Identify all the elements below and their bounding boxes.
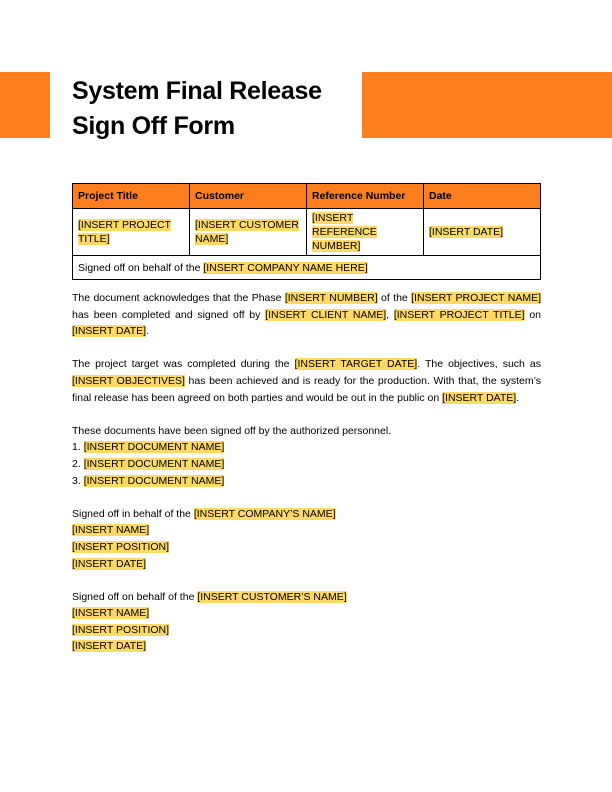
placeholder-date[interactable]: [INSERT DATE] bbox=[72, 640, 147, 653]
placeholder-customer-name[interactable]: [INSERT CUSTOMER NAME] bbox=[195, 219, 299, 245]
header-project-title: Project Title bbox=[73, 184, 190, 209]
list-number: 3. bbox=[72, 474, 81, 487]
header-customer: Customer bbox=[190, 184, 307, 209]
paragraph-acknowledgement bbox=[72, 290, 541, 340]
company-signoff-position bbox=[72, 539, 541, 556]
company-signoff-name bbox=[72, 522, 541, 539]
placeholder-project-name[interactable]: [INSERT PROJECT NAME] bbox=[411, 292, 541, 304]
list-item bbox=[72, 473, 541, 490]
list-item bbox=[72, 439, 541, 456]
text: . bbox=[516, 391, 520, 404]
cell-date bbox=[424, 209, 541, 256]
placeholder-client-name[interactable]: [INSERT CLIENT NAME] bbox=[265, 308, 387, 321]
text: on bbox=[524, 308, 541, 321]
table-row bbox=[73, 209, 541, 256]
page-title bbox=[72, 74, 322, 144]
header-reference-number: Reference Number bbox=[307, 184, 424, 209]
customer-signoff-date bbox=[72, 638, 541, 655]
text: has been completed and signed off by bbox=[72, 308, 266, 321]
placeholder-document-name[interactable]: [INSERT DOCUMENT NAME] bbox=[83, 457, 225, 470]
cell-customer bbox=[190, 209, 307, 256]
cell-project-title bbox=[73, 209, 190, 256]
list-item bbox=[72, 456, 541, 473]
document-body bbox=[72, 290, 541, 655]
text: . The objectives, such as bbox=[417, 358, 541, 371]
placeholder-project-title[interactable]: [INSERT PROJECT TITLE] bbox=[78, 219, 171, 245]
placeholder-date[interactable]: [INSERT DATE] bbox=[429, 226, 504, 238]
paragraph-project-target bbox=[72, 356, 541, 406]
placeholder-document-name[interactable]: [INSERT DOCUMENT NAME] bbox=[83, 441, 225, 454]
project-info-table bbox=[72, 183, 541, 280]
text: Signed off on behalf of the bbox=[72, 590, 198, 603]
spacer bbox=[72, 572, 541, 589]
title-line-2: Sign Off Form bbox=[72, 112, 235, 140]
spacer bbox=[72, 489, 541, 506]
placeholder-document-name[interactable]: [INSERT DOCUMENT NAME] bbox=[83, 474, 225, 487]
text: , bbox=[386, 308, 394, 321]
list-number: 2. bbox=[72, 457, 81, 470]
placeholder-objectives[interactable]: [INSERT OBJECTIVES] bbox=[72, 374, 185, 387]
decorative-bar-left bbox=[0, 72, 50, 138]
placeholder-company-name[interactable]: [INSERT COMPANY NAME HERE] bbox=[203, 261, 368, 274]
table-header-row bbox=[73, 184, 541, 209]
placeholder-phase-number[interactable]: [INSERT NUMBER] bbox=[284, 292, 378, 304]
placeholder-target-date[interactable]: [INSERT TARGET DATE] bbox=[294, 358, 418, 371]
text: has been achieved and is ready for the production. With that, the system’s final release has been agreed on both parties and would be out in the public on bbox=[72, 374, 541, 404]
placeholder-project-title[interactable]: [INSERT PROJECT TITLE] bbox=[393, 308, 525, 321]
placeholder-date[interactable]: [INSERT DATE] bbox=[72, 557, 147, 570]
table-footer-row bbox=[73, 256, 541, 280]
company-signoff-date bbox=[72, 556, 541, 573]
placeholder-date[interactable]: [INSERT DATE] bbox=[72, 325, 147, 338]
placeholder-position[interactable]: [INSERT POSITION] bbox=[72, 540, 170, 553]
customer-signoff-name bbox=[72, 605, 541, 622]
text: Signed off in behalf of the bbox=[72, 507, 194, 520]
documents-intro: These documents have been signed off by the authorized personnel. bbox=[72, 424, 392, 437]
placeholder-name[interactable]: [INSERT NAME] bbox=[72, 607, 150, 620]
placeholder-customer-name[interactable]: [INSERT CUSTOMER’S NAME] bbox=[197, 590, 347, 603]
placeholder-name[interactable]: [INSERT NAME] bbox=[72, 524, 150, 537]
customer-signoff-label bbox=[72, 589, 541, 606]
customer-signoff-position bbox=[72, 622, 541, 639]
placeholder-position[interactable]: [INSERT POSITION] bbox=[72, 623, 170, 636]
cell-reference-number bbox=[307, 209, 424, 256]
decorative-bar-right bbox=[362, 72, 612, 138]
company-signoff-label bbox=[72, 506, 541, 523]
cell-signed-off-company bbox=[73, 256, 541, 280]
text: . bbox=[146, 325, 150, 338]
list-number: 1. bbox=[72, 441, 81, 454]
header-date: Date bbox=[424, 184, 541, 209]
placeholder-reference-number[interactable]: [INSERT REFERENCE NUMBER] bbox=[312, 212, 377, 252]
text: The document acknowledges that the Phase bbox=[72, 292, 285, 304]
text: of the bbox=[377, 292, 412, 304]
text: The project target was completed during the bbox=[72, 358, 295, 371]
placeholder-release-date[interactable]: [INSERT DATE] bbox=[442, 391, 517, 404]
title-line-1: System Final Release bbox=[72, 77, 322, 105]
footer-label: Signed off on behalf of the bbox=[78, 261, 204, 274]
placeholder-company-name[interactable]: [INSERT COMPANY’S NAME] bbox=[193, 507, 336, 520]
